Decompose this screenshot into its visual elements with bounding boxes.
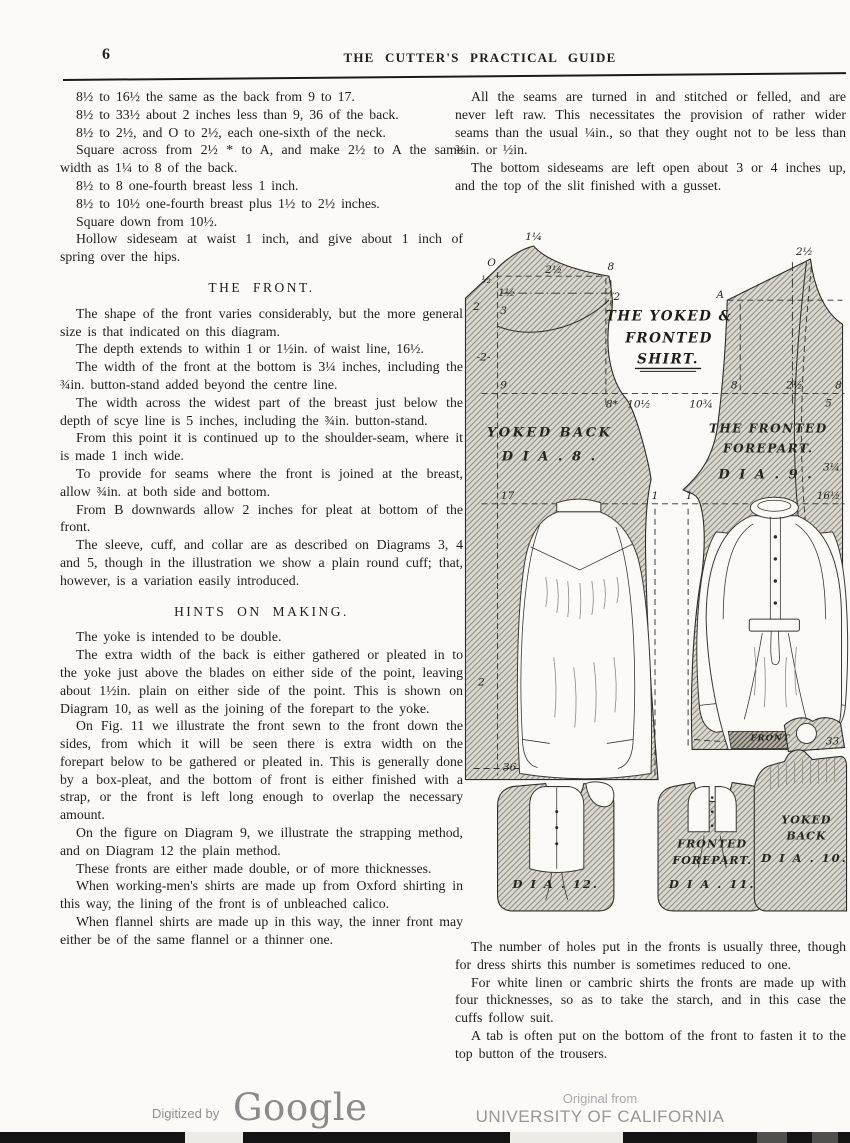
diagram-measure-label: ½ [481, 274, 492, 287]
running-title: THE CUTTER'S PRACTICAL GUIDE [343, 50, 617, 65]
back-shirt-illustration [517, 499, 651, 779]
paragraph: 8½ to 10½ one-fourth breast plus 1½ to 2½ inches. [76, 195, 380, 211]
paragraph: The width of the front at the bottom is 3¼ inches, including the ¾in. button-stand added beyond the centre line. [60, 359, 463, 392]
scan-edge-gray-segment [757, 1132, 787, 1143]
scan-edge-light-segment [185, 1132, 243, 1143]
diagram-caption: FRONTED [625, 330, 713, 347]
paragraph: On Fig. 11 we illustrate the front sewn to the front down the sides, from which it will be seen there is extra width on the forepart below to be gathered or pleated in. This is generally done by a box-pleat, and the bottom of front is either finished with a strap, or the front is left long enough to overlap the necessary amount. [60, 718, 463, 823]
paragraph: From B downwards allow 2 inches for pleat at bottom of the front. [60, 501, 463, 535]
diagram-caption: YOKED BACK [486, 425, 613, 441]
diagram-measure-label: 10½ [627, 398, 651, 411]
diagram-measure-label: 33 [825, 735, 840, 748]
diagram-caption: D I A . 8 . [501, 449, 598, 465]
diagram-caption: YOKED [781, 813, 832, 827]
diagram-caption: FRONTED [677, 837, 748, 851]
paragraph: 8½ to 8 one-fourth breast less 1 inch. [76, 177, 299, 193]
paragraph: The sleeve, cuff, and collar are as described on Diagrams 3, 4 and 5, though in the illustration we show a plain round cuff; that, however, is a variation easily introduced. [60, 537, 463, 588]
paragraph: When working-men's shirts are made up from Oxford shirting in this way, the lining of the front is of unbleached calico. [60, 878, 463, 912]
diagram-measure-label: 9 [500, 379, 507, 392]
diagram-measure-label: 3 [500, 305, 507, 318]
diagram-measure-label: 8* [605, 398, 618, 411]
paragraph: The depth extends to within 1 or 1½in. of waist line, 16½. [76, 341, 424, 357]
diagram-measure-label: 2 [613, 291, 621, 304]
dia-12-piece [498, 782, 614, 911]
paragraph: 8½ to 33½ about 2 inches less than 9, 36 of the back. [76, 106, 399, 122]
diagram-caption: FOREPART. [723, 441, 814, 456]
original-from-label: Original from [562, 1091, 638, 1106]
diagram-measure-label: 2 [478, 676, 485, 689]
paragraph: From this point it is continued up to the shoulder-seam, where it is made 1 inch wide. [60, 430, 463, 464]
paragraph: The bottom sideseams are left open about 3 or 4 inches up, and the top of the slit finished with a gusset. [455, 160, 846, 193]
diagram-caption: THE FRONTED [708, 421, 828, 436]
scan-edge-light-segment [510, 1132, 623, 1143]
paragraph: The yoke is intended to be double. [76, 629, 282, 645]
shirt-pattern-diagram [453, 226, 850, 943]
diagram-measure-label: 17 [500, 489, 515, 502]
diagram-caption: FRONT [750, 733, 791, 744]
diagram-measure-label: 8 [835, 379, 842, 392]
section-heading-hints: HINTS ON MAKING. [174, 603, 349, 619]
diagram-measure-label: 2 [473, 301, 480, 314]
diagram-caption: D I A . 10. [761, 850, 848, 865]
diagram-measure-label: 8 [607, 261, 615, 274]
paragraph: For white linen or cambric shirts the fronts are made up with four thicknesses, so as to take the starch, and in this case the cuffs follow suit. [455, 974, 846, 1026]
left-column [60, 88, 463, 949]
diagram-measure-label: 2½ [795, 246, 813, 259]
diagram-measure-label: 16½ [816, 489, 841, 502]
paragraph: When flannel shirts are made up in this way, the inner front may either be of the same flannel or a thinner one. [60, 914, 463, 947]
paragraph: On the figure on Diagram 9, we illustrate the strapping method, and on Diagram 12 the plain method. [60, 825, 463, 858]
paragraph: The width across the widest part of the breast just below the depth of scye line is 5 inches, including the ¾in. button-stand. [60, 394, 463, 428]
diagram-measure-label: 1¼ [525, 231, 543, 244]
paragraph: Hollow sideseam at waist 1 inch, and give about 1 inch of spring over the hips. [60, 231, 463, 265]
diagram-measure-label: 1 [651, 489, 659, 502]
diagram-caption: FOREPART. [672, 853, 752, 867]
right-column-bottom [455, 938, 846, 1063]
diagram-caption: D I A . 9 . [718, 467, 815, 483]
paragraph: All the seams are turned in and stitched or felled, and are never left raw. This necessitates the provision of rather wider seams than the usual ¼in., so that they ought not to be less than ⅜in. or ½in. [455, 89, 846, 158]
diagram-measure-label: 2½ [545, 264, 563, 277]
scan-edge-bar [0, 1132, 850, 1143]
right-column-top [455, 88, 846, 195]
paragraph: 8½ to 2½, and O to 2½, each one-sixth of the neck. [76, 124, 386, 140]
paragraph: The number of holes put in the fronts is usually three, though for dress shirts this number is sometimes reduced to one. [455, 939, 846, 972]
diagram-measure-label: 5 [825, 397, 832, 410]
paragraph: The extra width of the back is either gathered or pleated in to the yoke just above the blades on either side of the point, leaving about 1½in. plain on either side of the point. This is shown on Diagram 10, as well as the joining of the forepart to the yoke. [60, 647, 463, 716]
page-number: 6 [102, 46, 110, 63]
paragraph: 8½ to 16½ the same as the back from 9 to 17. [76, 89, 355, 104]
diagram-measure-label: 36 [502, 761, 517, 774]
diagram-measure-label: 10¾ [689, 398, 713, 411]
front-shirt-illustration [697, 497, 848, 749]
diagram-caption: SHIRT. [637, 351, 699, 368]
diagram-caption: BACK [786, 829, 827, 843]
paragraph: Square down from 10½. [76, 213, 218, 229]
diagram-measure-label: 1 [685, 489, 693, 502]
digitized-by-label: Digitized by [152, 1106, 220, 1121]
diagram-measure-label: 3¼ [823, 461, 840, 474]
google-logo: Google [233, 1086, 368, 1129]
diagram-measure-label: 8 [730, 379, 738, 392]
paragraph: These fronts are either made double, or of more thicknesses. [76, 860, 432, 876]
diagram-measure-label: A [716, 289, 724, 302]
diagram-measure-label: 2½ [785, 379, 803, 392]
section-heading-front: THE FRONT. [208, 279, 315, 295]
scan-edge-gray-segment [812, 1132, 838, 1143]
diagram-caption: D I A . 11. [668, 876, 756, 891]
diagram-measure-label: 1½ [498, 287, 516, 300]
paragraph: A tab is often put on the bottom of the front to fasten it to the top button of the trousers. [455, 1027, 846, 1061]
paragraph: To provide for seams where the front is joined at the breast, allow ¾in. at both side and bottom. [60, 465, 463, 499]
header-rule [63, 72, 846, 81]
paragraph: The shape of the front varies considerably, but the more general size is that indicated on this diagram. [60, 305, 463, 339]
paragraph: Square across from 2½ * to A, and make 2½ to A the same width as 1¼ to 8 of the back. [60, 142, 463, 176]
institution-label: UNIVERSITY OF CALIFORNIA [475, 1107, 725, 1126]
diagram-measure-label: -2- [476, 351, 491, 364]
diagram-measure-label: O [487, 257, 496, 270]
diagram-caption: THE YOKED & [605, 308, 733, 325]
diagram-caption: D I A . 12. [512, 876, 599, 891]
